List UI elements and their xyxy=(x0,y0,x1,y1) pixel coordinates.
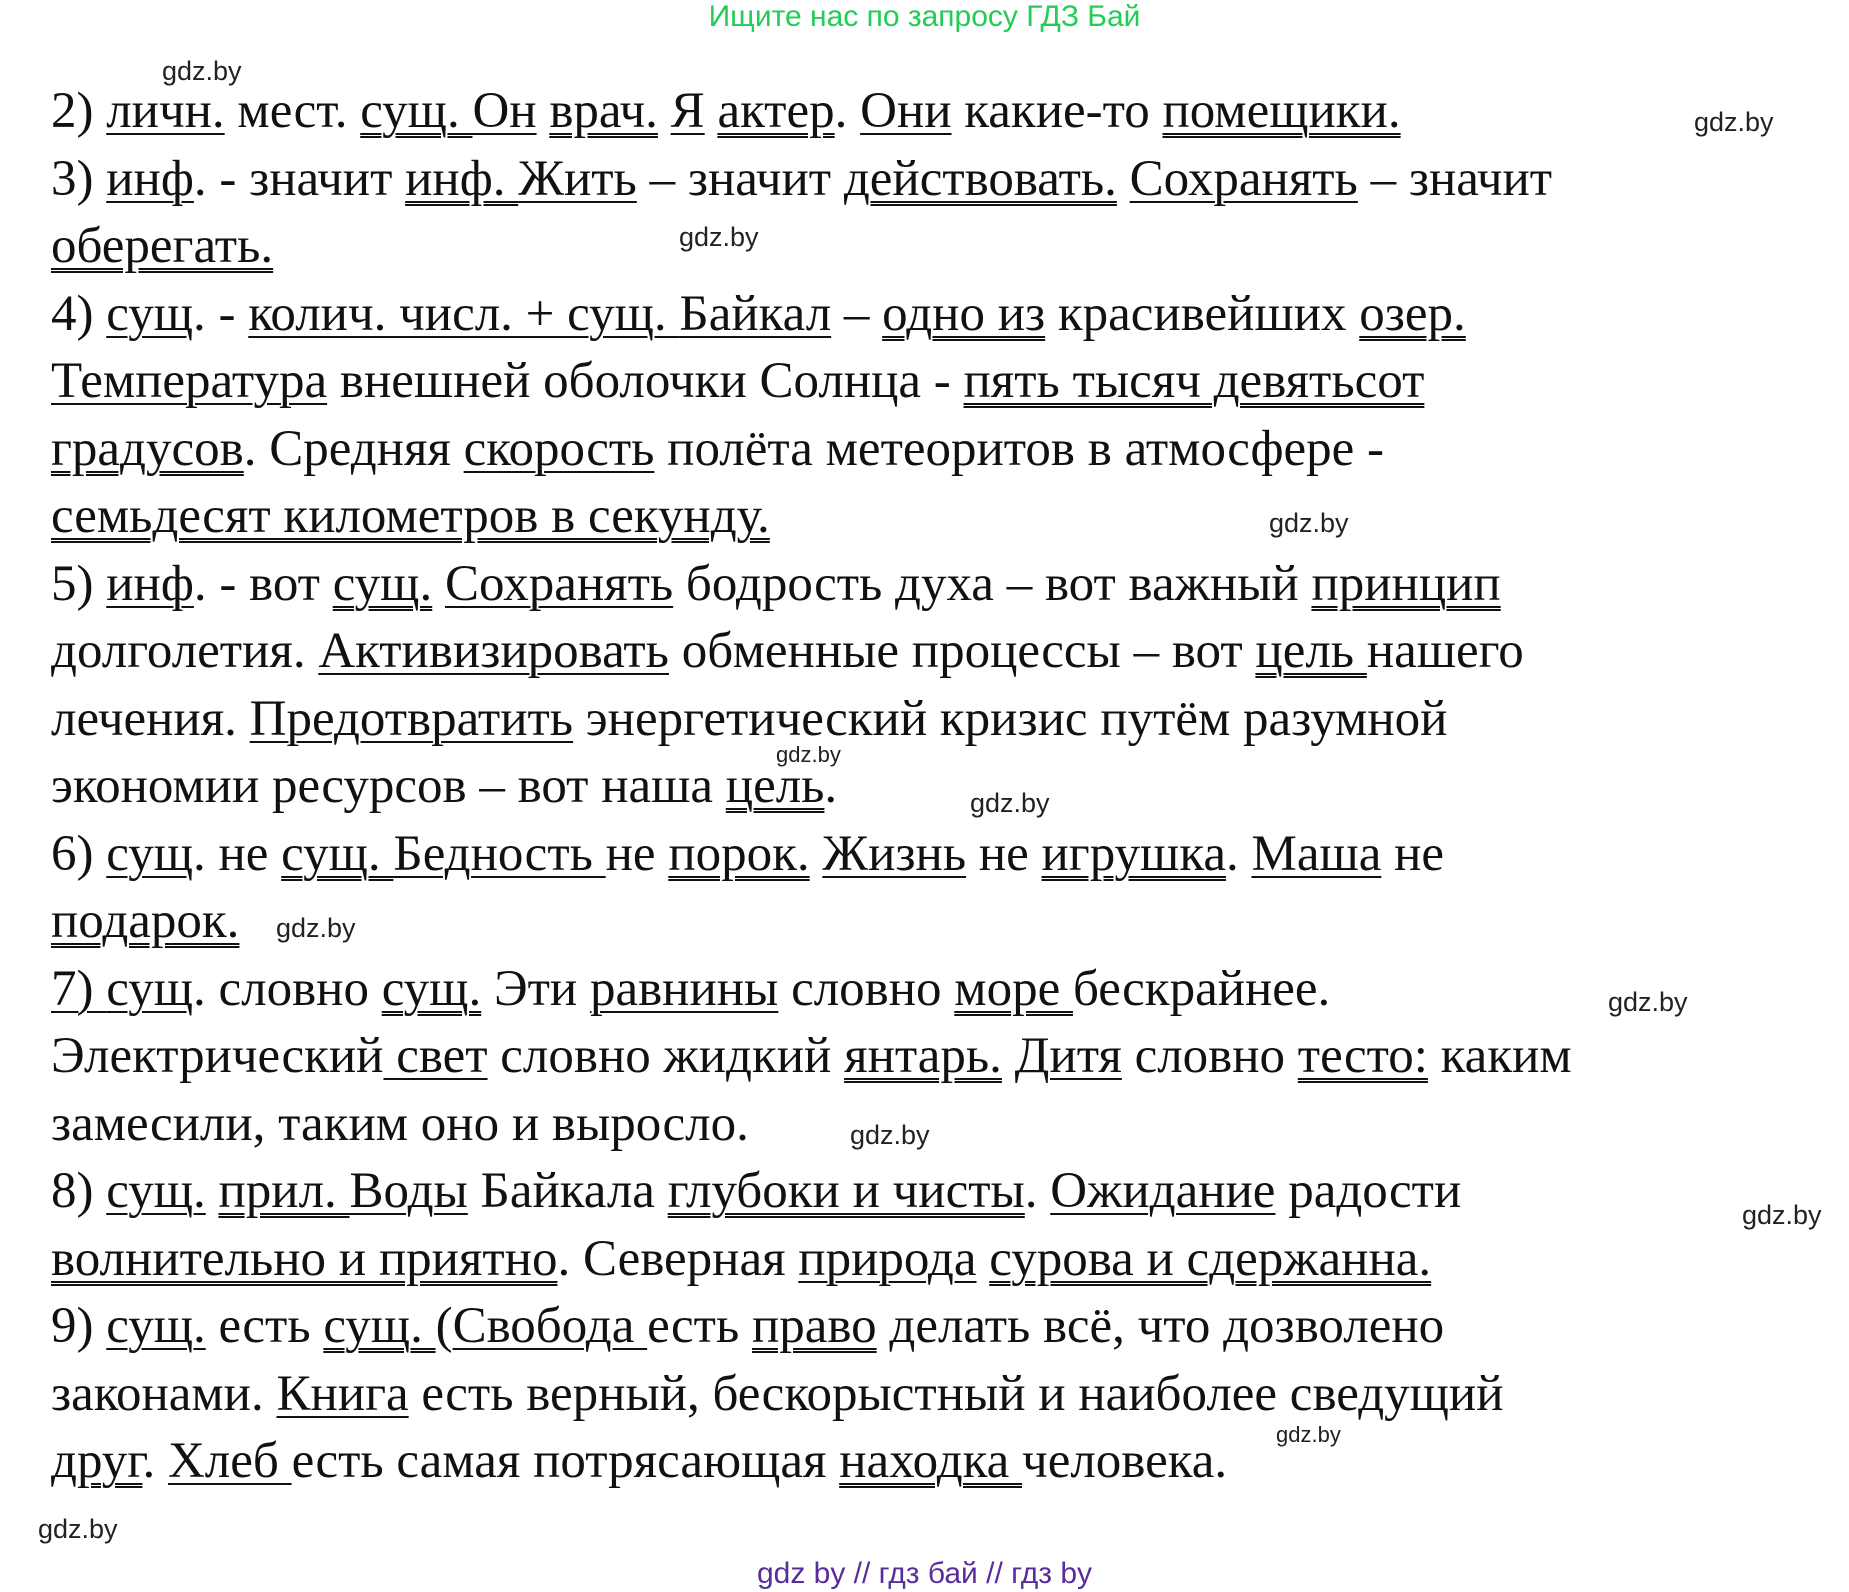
underlined-word: природа xyxy=(798,1230,977,1287)
watermark: gdz.by xyxy=(850,1120,930,1150)
underlined-word: Свобода xyxy=(452,1298,648,1354)
underlined-word: друг xyxy=(51,1433,143,1489)
watermark: gdz.by xyxy=(1269,508,1349,538)
underlined-word: действовать. xyxy=(843,150,1117,207)
underlined-word: инф. xyxy=(405,150,519,207)
underlined-word: тесто: xyxy=(1297,1028,1428,1084)
underlined-word: цель xyxy=(725,758,825,814)
text-segment: не xyxy=(1381,825,1445,882)
underlined-word: глубоки и чисты xyxy=(667,1163,1025,1219)
underlined-word: порок. xyxy=(668,825,810,882)
underlined-word: цель xyxy=(1255,623,1367,679)
underlined-word: сущ. xyxy=(332,555,433,612)
underlined-word: актер xyxy=(717,83,835,139)
search-banner: Ищите нас по запросу ГДЗ Бай xyxy=(708,0,1141,33)
underlined-word: игрушка xyxy=(1041,825,1226,882)
underlined-word: оберегать. xyxy=(51,218,274,274)
text-line xyxy=(51,821,1811,889)
watermark: gdz.by xyxy=(1694,107,1774,137)
text-segment: долголетия. xyxy=(51,623,319,679)
text-line xyxy=(51,1361,1811,1429)
underlined-word: сущ. xyxy=(381,960,482,1017)
underlined-word: право xyxy=(751,1298,877,1354)
underlined-word: сущ. xyxy=(281,825,394,882)
text-segment: . xyxy=(834,83,861,139)
underlined-word: Жизнь xyxy=(822,825,967,882)
watermark: gdz.by xyxy=(679,222,759,252)
text-segment: человека. xyxy=(1022,1433,1228,1489)
text-segment: полёта метеоритов в атмосфере - xyxy=(654,420,1385,477)
text-segment xyxy=(977,1231,990,1287)
underlined-word: Они xyxy=(860,83,952,139)
underlined-word: врач. xyxy=(549,83,658,139)
text-segment xyxy=(1117,151,1130,207)
text-line xyxy=(51,1428,1811,1496)
underlined-word: сущ xyxy=(106,960,193,1017)
underlined-word: Предотвратить xyxy=(249,690,574,747)
text-line xyxy=(51,1158,1811,1226)
text-segment: Электрический xyxy=(51,1028,384,1084)
text-segment: ( xyxy=(435,1298,453,1354)
underlined-word: прил. xyxy=(218,1163,350,1219)
text-segment: радости xyxy=(1275,1163,1462,1219)
text-segment: . xyxy=(1225,825,1252,882)
underlined-word: Сохранять xyxy=(444,555,674,612)
underlined-word: инф xyxy=(106,150,194,207)
underlined-word: Маша xyxy=(1251,825,1382,882)
text-segment xyxy=(810,826,823,882)
underlined-word: море xyxy=(954,960,1073,1017)
watermark: gdz.by xyxy=(276,913,356,943)
text-segment: экономии ресурсов – вот наша xyxy=(51,758,726,814)
text-segment: лечения. xyxy=(51,690,250,747)
text-segment: – значит xyxy=(636,150,844,207)
text-line xyxy=(51,1226,1811,1294)
text-segment: . Северная xyxy=(557,1230,799,1287)
underlined-word: сущ xyxy=(106,285,193,342)
watermark: gdz.by xyxy=(970,788,1050,818)
text-line xyxy=(51,551,1811,619)
underlined-word: янтарь. xyxy=(844,1028,1002,1084)
text-line xyxy=(51,1293,1811,1361)
watermark: gdz.by xyxy=(1608,987,1688,1017)
text-segment: обменные процессы – вот xyxy=(668,623,1256,679)
text-segment: мест. xyxy=(224,83,361,139)
watermark: gdz.by xyxy=(162,56,242,86)
underlined-word: Температура xyxy=(51,353,328,409)
underlined-word: сущ. xyxy=(360,83,473,139)
underlined-word: волнительно и приятно xyxy=(51,1230,558,1287)
footer-links: gdz by // гдз бай // гдз by xyxy=(756,1557,1093,1590)
text-segment: есть верный, бескорыстный и наиболее сведущий xyxy=(408,1365,1504,1422)
text-segment: . xyxy=(824,758,838,814)
text-segment: бодрость духа – вот важный xyxy=(673,555,1312,612)
text-line xyxy=(51,416,1811,484)
text-segment: . словно xyxy=(192,960,382,1017)
text-line xyxy=(51,686,1811,754)
text-segment: . xyxy=(142,1433,168,1489)
underlined-word: Хлеб xyxy=(167,1433,292,1489)
text-segment: 8) xyxy=(51,1163,107,1219)
text-segment xyxy=(206,1163,219,1219)
underlined-word: Активизировать xyxy=(318,623,669,679)
underlined-word: свет xyxy=(383,1028,488,1084)
underlined-word: колич. числ. + сущ. xyxy=(248,285,680,342)
text-segment xyxy=(537,83,550,139)
underlined-word: 7) xyxy=(51,960,107,1017)
underlined-word: градусов xyxy=(51,420,244,477)
text-segment: 4) xyxy=(51,285,107,342)
underlined-word: сущ. xyxy=(106,1298,206,1354)
underlined-word: подарок. xyxy=(51,893,240,949)
text-segment: не xyxy=(605,825,669,882)
text-segment xyxy=(705,83,718,139)
text-segment: бескрайнее. xyxy=(1072,960,1331,1017)
underlined-word: одно из xyxy=(882,285,1046,342)
text-segment: законами. xyxy=(51,1365,277,1422)
text-segment: красивейших xyxy=(1045,285,1360,342)
underlined-word: принцип xyxy=(1311,555,1501,612)
text-segment: . - значит xyxy=(193,150,406,207)
underlined-word: семьдесят километров в секунду. xyxy=(51,488,770,544)
text-segment: . Средняя xyxy=(243,420,464,477)
text-line xyxy=(51,281,1811,349)
text-segment: – значит xyxy=(1357,150,1553,207)
text-segment: нашего xyxy=(1366,623,1524,679)
underlined-word: Книга xyxy=(276,1365,409,1422)
underlined-word: сущ. xyxy=(106,1163,206,1219)
underlined-word: Бедность xyxy=(393,825,606,882)
text-line xyxy=(51,146,1811,214)
text-segment: есть xyxy=(647,1298,752,1354)
text-segment: Байкала xyxy=(467,1163,668,1219)
text-line xyxy=(51,483,1811,551)
text-segment: 5) xyxy=(51,555,107,612)
text-line xyxy=(51,1091,1811,1159)
text-segment: энергетический кризис путём разумной xyxy=(573,690,1448,747)
text-segment: есть самая потрясающая xyxy=(291,1433,840,1489)
text-segment: 2) xyxy=(51,83,107,139)
text-segment: Эти xyxy=(481,960,590,1017)
text-line xyxy=(51,753,1811,821)
text-segment: 3) xyxy=(51,150,107,207)
underlined-word: пять тысяч девятьсот xyxy=(963,353,1425,409)
underlined-word: личн. xyxy=(106,83,225,139)
underlined-word: Ожидание xyxy=(1050,1163,1276,1219)
underlined-word: Воды xyxy=(349,1163,468,1219)
text-line xyxy=(51,956,1811,1024)
text-segment: есть xyxy=(205,1298,324,1354)
text-segment: . xyxy=(1024,1163,1051,1219)
exercise-text xyxy=(51,78,1811,1496)
text-segment: внешней оболочки Солнца - xyxy=(327,353,964,409)
text-line xyxy=(51,618,1811,686)
underlined-word: сурова и сдержанна. xyxy=(989,1230,1432,1287)
underlined-word: Он xyxy=(472,83,537,139)
text-line xyxy=(51,1023,1811,1091)
underlined-word: сущ. xyxy=(323,1298,436,1354)
text-line xyxy=(51,213,1811,281)
watermark: gdz.by xyxy=(1742,1200,1822,1230)
text-segment: словно xyxy=(778,960,955,1017)
underlined-word: скорость xyxy=(463,420,655,477)
text-segment: не xyxy=(966,825,1042,882)
text-segment: замесили, таким оно и выросло. xyxy=(51,1095,749,1152)
text-segment: 6) xyxy=(51,825,107,882)
text-segment: . не xyxy=(192,825,282,882)
text-segment xyxy=(1002,1028,1015,1084)
text-segment: каким xyxy=(1427,1028,1572,1084)
underlined-word: находка xyxy=(839,1433,1023,1489)
text-segment xyxy=(432,556,445,612)
text-segment xyxy=(658,83,671,139)
text-segment: какие-то xyxy=(951,83,1163,139)
text-segment: словно жидкий xyxy=(487,1028,845,1084)
underlined-word: Байкал xyxy=(679,285,832,342)
text-segment: 9) xyxy=(51,1298,107,1354)
text-line xyxy=(51,78,1811,146)
text-segment: – xyxy=(831,285,883,342)
underlined-word: сущ xyxy=(106,825,193,882)
underlined-word: помещики. xyxy=(1162,83,1401,139)
text-segment: делать всё, что дозволено xyxy=(876,1298,1445,1354)
underlined-word: Сохранять xyxy=(1129,150,1358,207)
underlined-word: Жить xyxy=(518,150,637,207)
watermark: gdz.by xyxy=(776,742,841,767)
underlined-word: Дитя xyxy=(1014,1028,1122,1084)
watermark: gdz.by xyxy=(38,1514,118,1544)
underlined-word: инф xyxy=(106,555,194,612)
underlined-word: Я xyxy=(670,83,705,139)
watermark: gdz.by xyxy=(1276,1422,1341,1447)
underlined-word: равнины xyxy=(589,960,779,1017)
underlined-word: озер. xyxy=(1359,285,1466,342)
text-segment: . - xyxy=(192,285,249,342)
text-line xyxy=(51,348,1811,416)
text-segment: словно xyxy=(1121,1028,1298,1084)
text-segment: . - вот xyxy=(193,555,333,612)
